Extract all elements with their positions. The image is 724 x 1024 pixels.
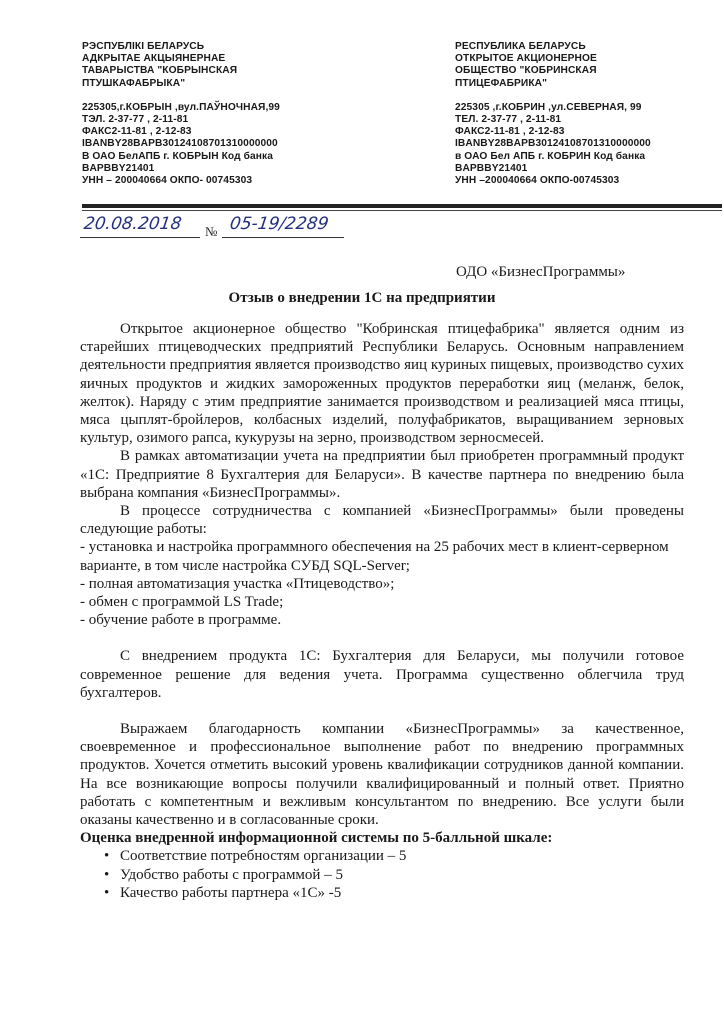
number-underline (222, 237, 344, 238)
handwritten-date: 20.08.2018 (82, 214, 183, 234)
iban-line: IBANBY28BAPB30124108701310000000 (455, 138, 651, 150)
tax-id-line: УНН – 200040664 ОКПО- 00745303 (82, 175, 253, 187)
rating-item-text: Качество работы партнера «1С» -5 (120, 884, 342, 901)
number-label: № (205, 224, 218, 239)
phone-line: ТЕЛ. 2-37-77 , 2-11-81 (455, 114, 562, 126)
bank-code-line: BAPBBY21401 (82, 162, 155, 174)
company-type-line: ОБЩЕСТВО "КОБРИНСКАЯ (455, 65, 597, 77)
bank-code-line: BAPBBY21401 (455, 162, 528, 174)
fax-line: ФАКС2-11-81 , 2-12-83 (82, 126, 192, 138)
bullet-icon: • (104, 884, 110, 901)
letter-body (80, 320, 684, 902)
company-name-line: ПТИЦЕФАБРИКА" (455, 77, 548, 89)
rating-title: Оценка внедренной информационной системы по 5-балльной шкале: (80, 830, 553, 847)
letterhead-left-belarusian (82, 41, 280, 187)
company-type-line: АДКРЫТАЕ АКЦЫЯНЕРНАЕ (82, 53, 226, 65)
address-line: 225305,г.КОБРЫН ,вул.ПАЎНОЧНАЯ,99 (82, 101, 280, 113)
bullet-icon: • (104, 848, 110, 865)
country-line: РЕСПУБЛИКА БЕЛАРУСЬ (455, 41, 586, 52)
work-item: - обмен с программой LS Trade; (80, 594, 284, 611)
bank-line: В ОАО БелАПБ г. КОБРЫН Код банка (82, 150, 273, 162)
rating-item-text: Удобство работы с программой – 5 (120, 866, 343, 883)
company-type-line: ТАВАРЫСТВА "КОБРЫНСКАЯ (82, 65, 238, 77)
document-title: Отзыв о внедрении 1С на предприятии (228, 290, 496, 306)
iban-line: IBANBY28BAPB30124108701310000000 (82, 138, 278, 150)
work-item: - установка и настройка программного обеспечения на 25 рабочих мест в клиент-серверном варианте, в том числе настройка СУБД SQL-Server; (80, 539, 669, 574)
rating-item (80, 884, 684, 902)
paragraph: С внедрением продукта 1С: Бухгалтерия для Беларуси, мы получили готовое современное решение для ведения учета. Программа существенно облегчила труд бухгалтеров. (80, 648, 684, 701)
tax-id-line: УНН –200040664 ОКПО-00745303 (455, 175, 620, 187)
fax-line: ФАКС2-11-81 , 2-12-83 (455, 126, 565, 138)
bullet-icon: • (104, 866, 110, 883)
rating-item (80, 847, 684, 865)
paragraph: Открытое акционерное общество "Кобринская птицефабрика" является одним из старейших птицеводческих предприятий Республики Беларусь. Основным направлением деятельности предприятия является производство яиц куриных пищевых, производство сухих яичных продуктов и жидких замороженных продуктов переработки яиц (меланж, белок, желток). Наряду с этим предприятие занимается производством и реализацией мяса птицы, мяса цыплят-бройлеров, колбасных изделий, полуфабрикатов, выращиванием зерновых культур, озимого рапса, кукурузы на зерно, производством зерносмесей. (80, 321, 684, 447)
date-underline (80, 237, 200, 238)
work-item: - полная автоматизация участка «Птицеводство»; (80, 575, 395, 592)
recipient: ОДО «БизнесПрограммы» (456, 264, 626, 280)
work-item: - обучение работе в программе. (80, 612, 282, 629)
handwritten-reg-number: 05-19/2289 (228, 214, 330, 234)
letterhead-divider-thin (82, 210, 722, 211)
rating-item-text: Соответствие потребностям организации – 5 (120, 848, 407, 865)
rating-list (80, 847, 684, 902)
letterhead-right-russian (455, 41, 651, 187)
country-line: РЭСПУБЛІКІ БЕЛАРУСЬ (82, 41, 205, 52)
address-line: 225305 ,г.КОБРИН ,ул.СЕВЕРНАЯ, 99 (455, 101, 642, 113)
company-name-line: ПТУШКАФАБРЫКА" (82, 77, 186, 89)
rating-item (80, 866, 684, 884)
phone-line: ТЭЛ. 2-37-77 , 2-11-81 (82, 114, 189, 126)
paragraph: В процессе сотрудничества с компанией «БизнесПрограммы» были проведены следующие работы: (80, 503, 684, 538)
letterhead-divider (82, 204, 722, 208)
company-type-line: ОТКРЫТОЕ АКЦИОНЕРНОЕ (455, 53, 597, 65)
bank-line: в ОАО Бел АПБ г. КОБРИН Код банка (455, 150, 646, 162)
paragraph: В рамках автоматизации учета на предприятии был приобретен программный продукт «1С: Предприятие 8 Бухгалтерия для Беларуси». В качестве партнера по внедрению была выбрана компания «БизнесПрограммы». (80, 448, 684, 501)
paragraph: Выражаем благодарность компании «БизнесПрограммы» за качественное, своевременное и профессиональное выполнение работ по внедрению программных продуктов. Хочется отметить высокий уровень квалификации сотрудников данной компании. На все возникающие вопросы получили квалифицированный и полный ответ. Приятно работать с компетентным и вежливым консультантом по внедрению. Все услуги были оказаны качественно и в согласованные сроки. (80, 721, 684, 829)
